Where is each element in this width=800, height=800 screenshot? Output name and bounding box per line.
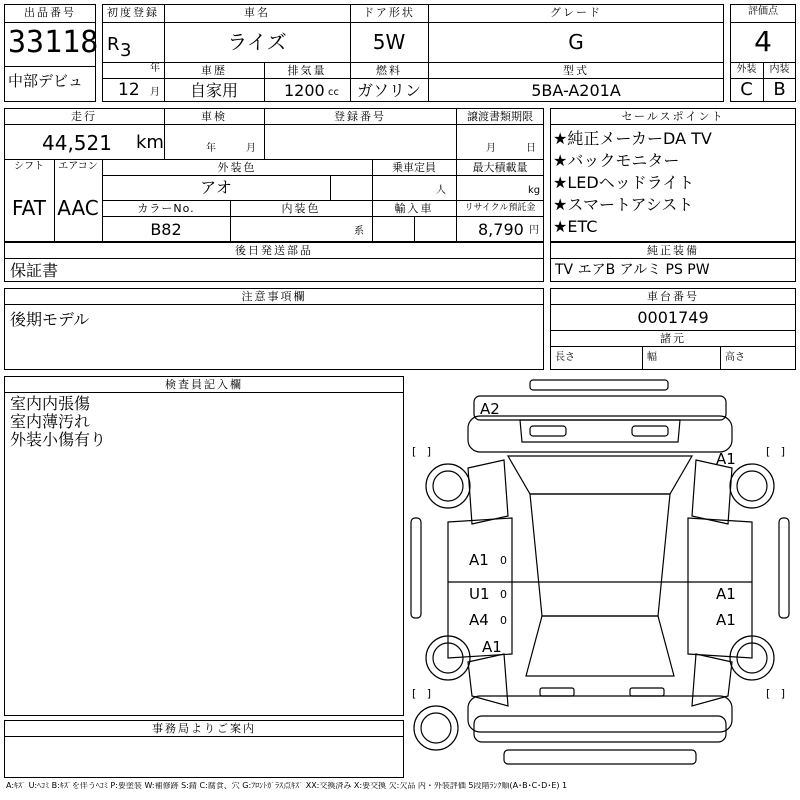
ext-color-label: 外装色 — [217, 161, 257, 174]
code-a1-right-2: A1 — [716, 611, 736, 629]
notes-value: 後期モデル — [10, 310, 90, 329]
reg-month-unit: 月 — [150, 87, 160, 98]
bracket-left-top: [ ] — [412, 445, 432, 458]
door-value: 5W — [372, 30, 406, 54]
reg-month: 12 — [118, 80, 140, 100]
code-a1-left-2: A1 — [482, 638, 502, 656]
code-a1-left-1: A1 — [469, 551, 489, 569]
regno-label: 登録番号 — [334, 110, 386, 123]
model-value: 5BA-A201A — [531, 81, 621, 100]
mileage-label: 走行 — [71, 110, 97, 123]
code-zero-2: 0 — [500, 588, 507, 601]
sales-point-5: ★ETC — [553, 217, 598, 236]
later-parts-value: 保証書 — [10, 261, 59, 280]
grade-value: G — [568, 30, 584, 54]
aircon-value: AAC — [57, 196, 99, 220]
fuel-value: ガソリン — [356, 81, 421, 100]
lot-number: 33118 — [8, 25, 99, 60]
transfer-label: 譲渡書類期限 — [467, 110, 533, 123]
sales-points-label: セールスポイント — [621, 110, 725, 123]
colorno-value: B82 — [150, 220, 182, 239]
legend-text: A:ｷｽﾞ U:ﾍｺﾐ B:ｷｽﾞを伴うﾍｺﾐ P:要塗装 W:補修跡 S:錆 C:腐食、穴 G:ﾌﾛﾝﾄｶﾞﾗｽ点ｷｽﾞ XX:交換済み X:要交換 欠:欠品 内・外装評価 5段階ﾗﾝｸ順(A･B･C･D･E) 1 — [6, 782, 568, 790]
capacity-unit: 人 — [436, 185, 446, 196]
sales-point-1: ★純正メーカーDA TV — [553, 129, 712, 148]
equipment-label: 純正装備 — [647, 244, 699, 257]
maxload-label: 最大積載量 — [472, 161, 528, 174]
code-a4: A4 — [469, 611, 489, 629]
mileage-unit: km — [136, 132, 164, 153]
dims-height: 高さ — [725, 352, 745, 363]
capacity-label: 乗車定員 — [392, 161, 436, 174]
history-label: 車歴 — [201, 64, 227, 77]
history-value: 自家用 — [189, 81, 238, 100]
transfer-day-unit: 日 — [526, 143, 536, 154]
inspector-line-1: 室内内張傷 — [10, 394, 91, 413]
reg-era: R — [107, 34, 120, 55]
disp-label: 排気量 — [287, 64, 327, 77]
int-grade-value: B — [773, 79, 786, 100]
score-value: 4 — [754, 25, 772, 58]
later-parts-label: 後日発送部品 — [235, 244, 313, 257]
recycle-label: リサイクル預託金 — [464, 203, 536, 213]
inspector-line-3: 外装小傷有り — [10, 430, 107, 449]
dims-length: 長さ — [555, 352, 575, 363]
inspection-month-unit: 月 — [246, 143, 256, 154]
sales-point-3: ★LEDヘッドライト — [553, 173, 695, 192]
code-zero-3: 0 — [500, 614, 507, 627]
lot-label: 出品番号 — [24, 6, 76, 19]
notes-label: 注意事項欄 — [241, 290, 307, 303]
model-label: 型式 — [563, 64, 589, 77]
sales-point-2: ★バックモニター — [553, 151, 680, 170]
debut-label: 中部デビュ — [8, 72, 84, 90]
grade-label: グレード — [550, 6, 602, 19]
code-a2-roof: A2 — [480, 400, 500, 418]
intcolor-label: 内装色 — [281, 202, 321, 215]
code-zero-1: 0 — [500, 554, 507, 567]
code-a1-front-right: A1 — [716, 450, 736, 468]
reg-label: 初度登録 — [107, 6, 159, 19]
inspection-label: 車検 — [201, 110, 227, 123]
disp-value: 1200 — [284, 81, 325, 100]
ext-grade-label: 外装 — [736, 64, 757, 75]
fuel-label: 燃料 — [376, 64, 402, 77]
import-label: 輸入車 — [394, 202, 434, 215]
colorno-label: カラーNo. — [137, 202, 195, 215]
shift-value: FAT — [11, 196, 46, 220]
reg-year: 3 — [120, 40, 132, 61]
ext-color-value: アオ — [200, 178, 232, 197]
transfer-month-unit: 月 — [486, 143, 496, 154]
maxload-unit: kg — [528, 185, 541, 196]
inspector-label: 検査員記入欄 — [165, 378, 243, 391]
car-diagram — [408, 376, 796, 778]
recycle-value: 8,790 — [478, 220, 524, 239]
aircon-label: エアコン — [58, 161, 98, 172]
sales-point-4: ★スマートアシスト — [553, 195, 694, 214]
intcolor-unit: 系 — [354, 226, 364, 237]
office-label: 事務局よりご案内 — [152, 722, 256, 735]
equipment-value: TV エアB アルミ PS PW — [555, 262, 710, 278]
inspection-year-unit: 年 — [206, 143, 216, 154]
dims-width: 幅 — [647, 352, 657, 363]
bracket-right-bot: [ ] — [766, 687, 786, 700]
chassis-label: 車台番号 — [647, 290, 699, 303]
bracket-left-bot: [ ] — [412, 687, 432, 700]
disp-unit: cc — [328, 87, 339, 98]
carname-label: 車名 — [244, 6, 270, 19]
bracket-right-top: [ ] — [766, 445, 786, 458]
ext-grade-value: C — [740, 79, 753, 100]
code-u1: U1 — [469, 585, 490, 603]
code-a1-right-1: A1 — [716, 585, 736, 603]
door-label: ドア形状 — [363, 6, 415, 19]
score-label: 評価点 — [748, 6, 778, 17]
shift-label: シフト — [14, 161, 44, 172]
carname-value: ライズ — [227, 30, 287, 54]
inspector-line-2: 室内薄汚れ — [10, 412, 91, 431]
dims-label: 諸元 — [660, 332, 686, 345]
mileage-value: 44,521 — [42, 131, 112, 155]
reg-year-unit: 年 — [150, 63, 160, 74]
int-grade-label: 内装 — [769, 64, 790, 75]
chassis-value: 0001749 — [637, 308, 709, 327]
recycle-unit: 円 — [529, 225, 539, 236]
